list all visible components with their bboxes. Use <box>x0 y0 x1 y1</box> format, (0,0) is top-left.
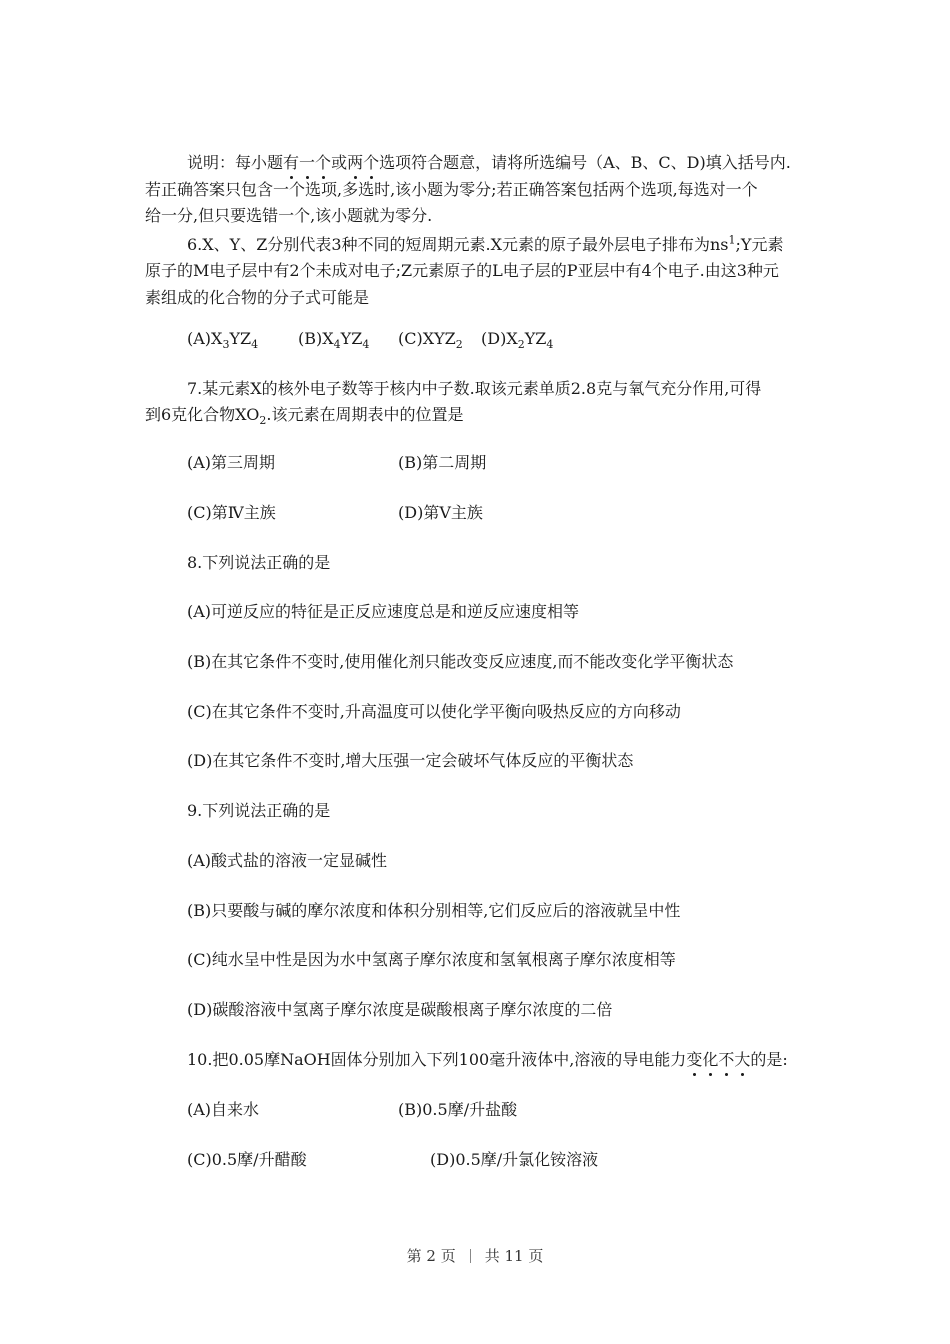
q6-option-d: $(D)X_2YZ_4$ <box>481 329 554 352</box>
q8-option-d: (D)在其它条件不变时,增大压强一定会破坏气体反应的平衡状态 <box>187 751 634 770</box>
emphasis-little-change <box>686 1050 750 1069</box>
emphasis-char: 化 <box>702 1050 719 1069</box>
emphasis-char: 一 <box>299 153 316 172</box>
q9-option-d: (D)碳酸溶液中氢离子摩尔浓度是碳酸根离子摩尔浓度的二倍 <box>187 1000 613 1019</box>
q9-stem: 9.下列说法正确的是 <box>187 801 331 820</box>
q9-option-a: (A)酸式盐的溶液一定显碱性 <box>187 851 388 870</box>
page-number: 第 2 页 <box>406 1247 456 1265</box>
q10-option-d: (D)0.5摩/升氯化铵溶液 <box>430 1150 599 1169</box>
page-footer <box>0 1245 950 1266</box>
intro-line-2: 若正确答案只包含一个选项,多选时,该小题为零分;若正确答案包括两个选项,每选对一个 <box>145 180 758 199</box>
q6-option-a: $(A)X_3YZ_4$ <box>187 329 259 352</box>
intro-line-1 <box>187 152 791 174</box>
footer-divider <box>470 1249 471 1263</box>
page-total: 共 11 页 <box>484 1247 544 1265</box>
q6-stem-line-1 <box>187 234 783 256</box>
emphasis-char: 有 <box>283 153 300 172</box>
q9-option-c: (C)纯水呈中性是因为水中氢离子摩尔浓度和氢氧根离子摩尔浓度相等 <box>187 950 676 969</box>
q7-stem-line-1: 7.某元素X的核外电子数等于核内中子数.取该元素单质2.8克与氧气充分作用,可得 <box>187 379 762 398</box>
q7-option-a: (A)第三周期 <box>187 453 276 472</box>
q7-option-c: (C)第Ⅳ主族 <box>187 503 276 522</box>
q6-text: ;Y元素 <box>735 235 784 254</box>
q6-superscript: 1 <box>728 233 736 247</box>
intro-line-3: 给一分,但只要选错一个,该小题就为零分. <box>145 206 433 225</box>
q8-stem: 8.下列说法正确的是 <box>187 553 331 572</box>
emphasis-char: 变 <box>686 1050 703 1069</box>
intro-text: 选项符合题意，请将所选编号（A、B、C、D)填入括号内. <box>379 153 791 172</box>
q10-option-a: (A)自来水 <box>187 1100 260 1119</box>
emphasis-char: 个 <box>315 153 332 172</box>
q10-stem: 10.把0.05摩NaOH固体分别加入下列100毫升液体中,溶液的导电能力变化不大的是: <box>187 1050 788 1069</box>
q7-option-b: (B)第二周期 <box>398 453 487 472</box>
q7-option-d: (D)第Ⅴ主族 <box>398 503 483 522</box>
emphasis-char: 不 <box>718 1050 735 1069</box>
q6-stem-line-2: 原子的M电子层中有2个未成对电子;Z元素原子的L电子层的P亚层中有4个电子.由这3种元 <box>145 261 779 280</box>
q7-stem-line-2: 到6克化合物$XO_2$.该元素在周期表中的位置是 <box>145 405 464 428</box>
q10-option-b: (B)0.5摩/升盐酸 <box>398 1100 518 1119</box>
emphasis-one-option <box>283 153 331 172</box>
q6-option-b: $(B)X_4YZ_4$ <box>298 329 370 352</box>
emphasis-two-options <box>347 153 379 172</box>
q8-option-b: (B)在其它条件不变时,使用催化剂只能改变反应速度,而不能改变化学平衡状态 <box>187 652 734 671</box>
q8-option-a: (A)可逆反应的特征是正反应速度总是和逆反应速度相等 <box>187 602 580 621</box>
q6-text: 6.X、Y、Z分别代表3种不同的短周期元素.X元素的原子最外层电子排布为ns <box>187 235 729 254</box>
emphasis-char: 两 <box>347 153 364 172</box>
q8-option-c: (C)在其它条件不变时,升高温度可以使化学平衡向吸热反应的方向移动 <box>187 702 681 721</box>
emphasis-char: 个 <box>363 153 380 172</box>
intro-text: 说明：每小题 <box>187 153 284 172</box>
q9-option-b: (B)只要酸与碱的摩尔浓度和体积分别相等,它们反应后的溶液就呈中性 <box>187 901 681 920</box>
q6-stem-line-3: 素组成的化合物的分子式可能是 <box>145 288 370 307</box>
emphasis-char: 大 <box>734 1050 751 1069</box>
intro-text: 或 <box>331 153 348 172</box>
q6-option-c: $(C)XYZ_2$ <box>398 329 463 352</box>
q10-option-c: (C)0.5摩/升醋酸 <box>187 1150 307 1169</box>
